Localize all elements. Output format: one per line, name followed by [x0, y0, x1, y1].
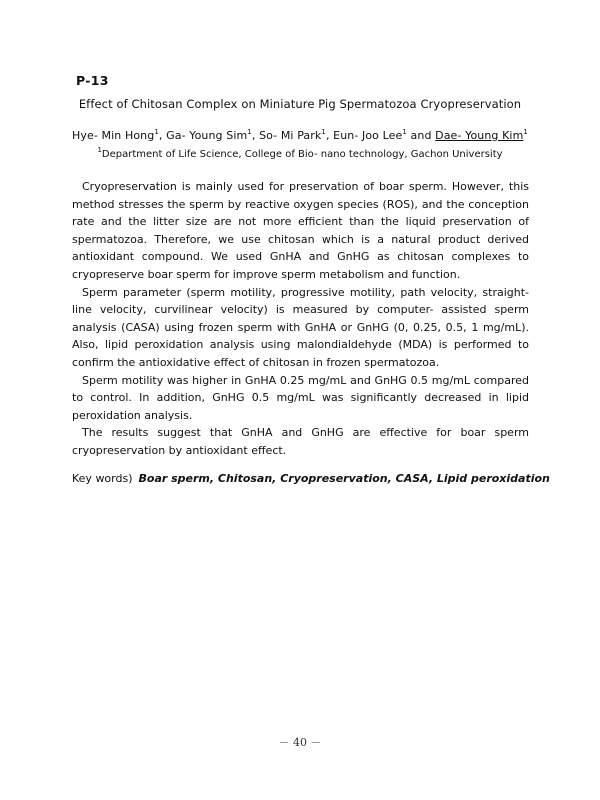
page-number: － 40 － [278, 736, 322, 749]
affiliation-text: Department of Life Science, College of Bio- nano technology, Gachon University [101, 149, 503, 160]
abstract-paragraph: The results suggest that GnHA and GnHG are effective for boar sperm cryopreservation by antioxidant effect. [72, 426, 529, 457]
presenting-author-name: Dae- Young Kim [435, 129, 524, 142]
author-affiliation-mark: 1 [154, 128, 159, 136]
affiliation [0, 146, 600, 160]
author-list [0, 129, 600, 142]
author-separator: , [251, 129, 260, 142]
author-name: Ga- Young Sim [166, 129, 248, 142]
abstract-paragraph: Cryopreservation is mainly used for preservation of boar sperm. However, this method stresses the sperm by reactive oxygen species (ROS), and the conception rate and the litter size are not more efficient than the liquid preservation of spermatozoa. Therefore, we use chitosan which is a natural product derived antioxidant compound. We used GnHA and GnHG as chitosan complexes to cryopreserve boar sperm for improve sperm metabolism and function. [72, 180, 529, 281]
abstract-title: Effect of Chitosan Complex on Miniature Pig Spermatozoa Cryopreservation [78, 97, 522, 111]
keywords-values: Boar sperm, Chitosan, Cryopreservation, CASA, Lipid peroxidation [138, 472, 550, 485]
author-separator: and [406, 129, 436, 142]
abstract-paragraph: Sperm parameter (sperm motility, progressive motility, path velocity, straight- line velocity, curvilinear velocity) is measured by computer- assisted sperm analysis (CASA) using frozen sperm with GnHA or GnHG (0, 0.25, 0.5, 1 mg/mL). Also, lipid peroxidation analysis using malondialdehyde (MDA) is performed to confirm the antioxidative effect of chitosan in frozen spermatozoa. [72, 285, 529, 369]
author-separator: , [325, 129, 334, 142]
poster-code: P-13 [76, 73, 109, 88]
author-affiliation-mark: 1 [321, 128, 326, 136]
keywords-label: Key words) [72, 472, 133, 485]
affiliation-mark: 1 [97, 146, 102, 154]
author-name: Hye- Min Hong [72, 129, 155, 142]
author-affiliation-mark: 1 [402, 128, 407, 136]
abstract-paragraph: Sperm motility was higher in GnHA 0.25 mg/mL and GnHG 0.5 mg/mL compared to control. In addition, GnHG 0.5 mg/mL was significantly decreased in lipid peroxidation analysis. [72, 373, 529, 422]
author-affiliation-mark: 1 [523, 128, 528, 136]
abstract-body [72, 178, 529, 460]
author-affiliation-mark: 1 [247, 128, 252, 136]
author-separator: , [158, 129, 167, 142]
author-name: Eun- Joo Lee [333, 129, 403, 142]
author-name: So- Mi Park [259, 129, 322, 142]
keywords-line [72, 472, 550, 485]
